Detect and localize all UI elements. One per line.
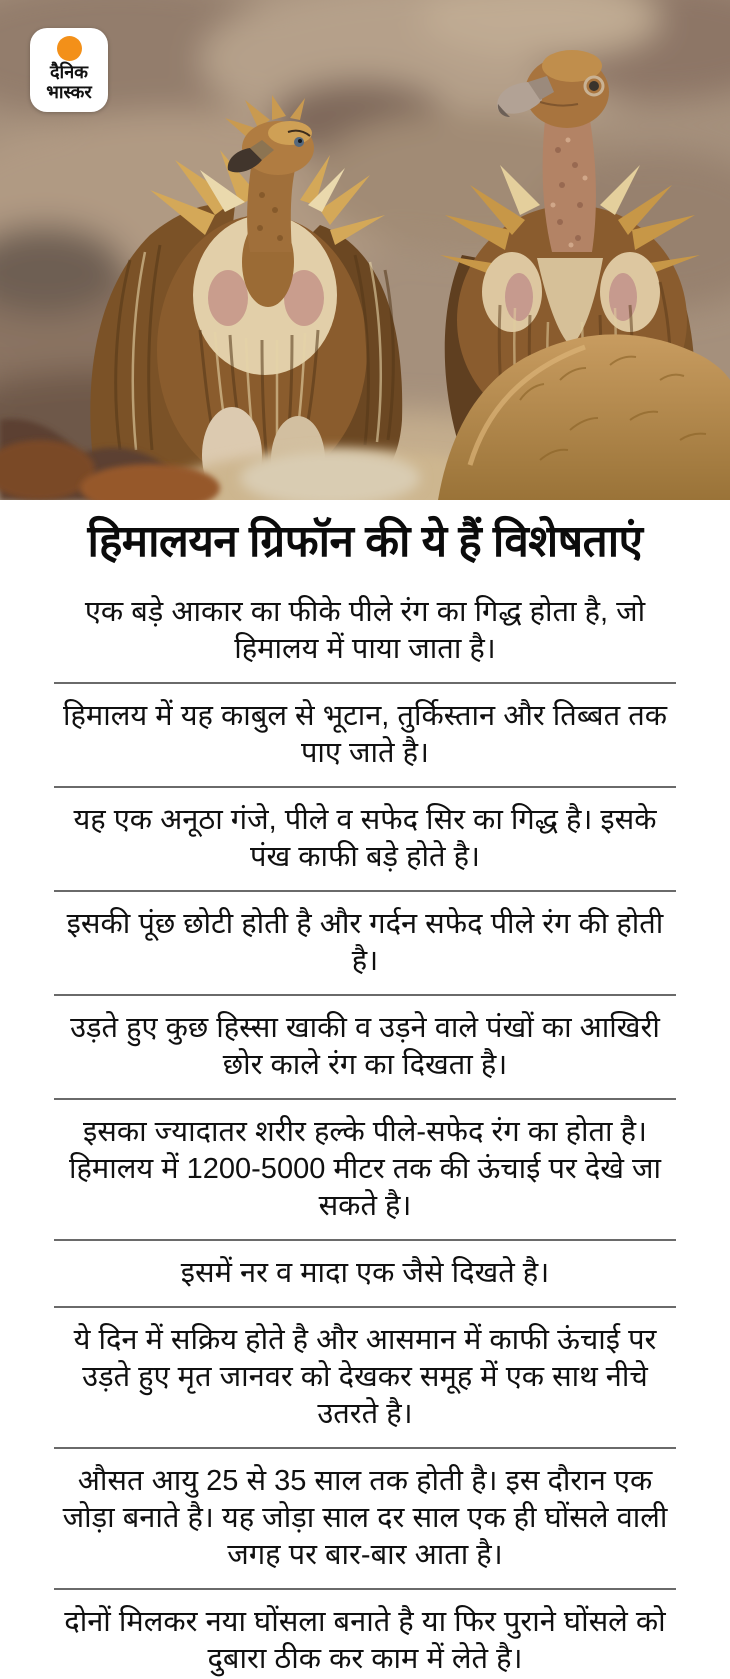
vultures-photo: [0, 0, 730, 500]
vultures-photo-illustration: [0, 0, 730, 500]
fact-section: [0, 500, 730, 1679]
dainik-bhaskar-logo: [30, 28, 108, 112]
fact-item-2: हिमालय में यह काबुल से भूटान, तुर्किस्तान और तिब्बत तक पाए जाते है।: [63, 700, 667, 769]
logo-text-line1: दैनिक: [49, 62, 89, 82]
fact-item-9: औसत आयु 25 से 35 साल तक होती है। इस दौरान एक जोड़ा बनाते है। यह जोड़ा साल दर साल एक ही घोंसले वाली जगह पर बार-बार आता है।: [62, 1465, 668, 1571]
fact-item-7: इसमें नर व मादा एक जैसे दिखते है।: [180, 1257, 550, 1289]
fact-item-4: इसकी पूंछ छोटी होती है और गर्दन सफेद पीले रंग की होती है।: [66, 908, 664, 977]
fact-item-1: एक बड़े आकार का फीके पीले रंग का गिद्ध होता है, जो हिमालय में पाया जाता है।: [84, 596, 646, 665]
sun-dot-icon: [57, 36, 82, 61]
page-title: हिमालयन ग्रिफॉन की ये हैं विशेषताएं: [87, 517, 643, 566]
logo-text-line2: भास्कर: [46, 82, 92, 102]
fact-item-3: यह एक अनूठा गंजे, पीले व सफेद सिर का गिद्ध है। इसके पंख काफी बड़े होते है।: [73, 804, 657, 873]
fact-item-5: उड़ते हुए कुछ हिस्सा खाकी व उड़ने वाले पंखों का आखिरी छोर काले रंग का दिखता है।: [70, 1012, 660, 1081]
fact-item-6: इसका ज्यादातर शरीर हल्के पीले-सफेद रंग का होता है। हिमालय में 1200-5000 मीटर तक की ऊंचाई पर देखे जा सकते है।: [68, 1116, 662, 1222]
fact-list: [50, 580, 680, 1679]
fact-item-10: दोनों मिलकर नया घोंसला बनाते है या फिर पुराने घोंसले को दुबारा ठीक कर काम में लेते है।: [64, 1606, 666, 1675]
fact-item-8: ये दिन में सक्रिय होते है और आसमान में काफी ऊंचाई पर उड़ते हुए मृत जानवर को देखकर समूह में एक साथ नीचे उतरते है।: [73, 1324, 657, 1430]
